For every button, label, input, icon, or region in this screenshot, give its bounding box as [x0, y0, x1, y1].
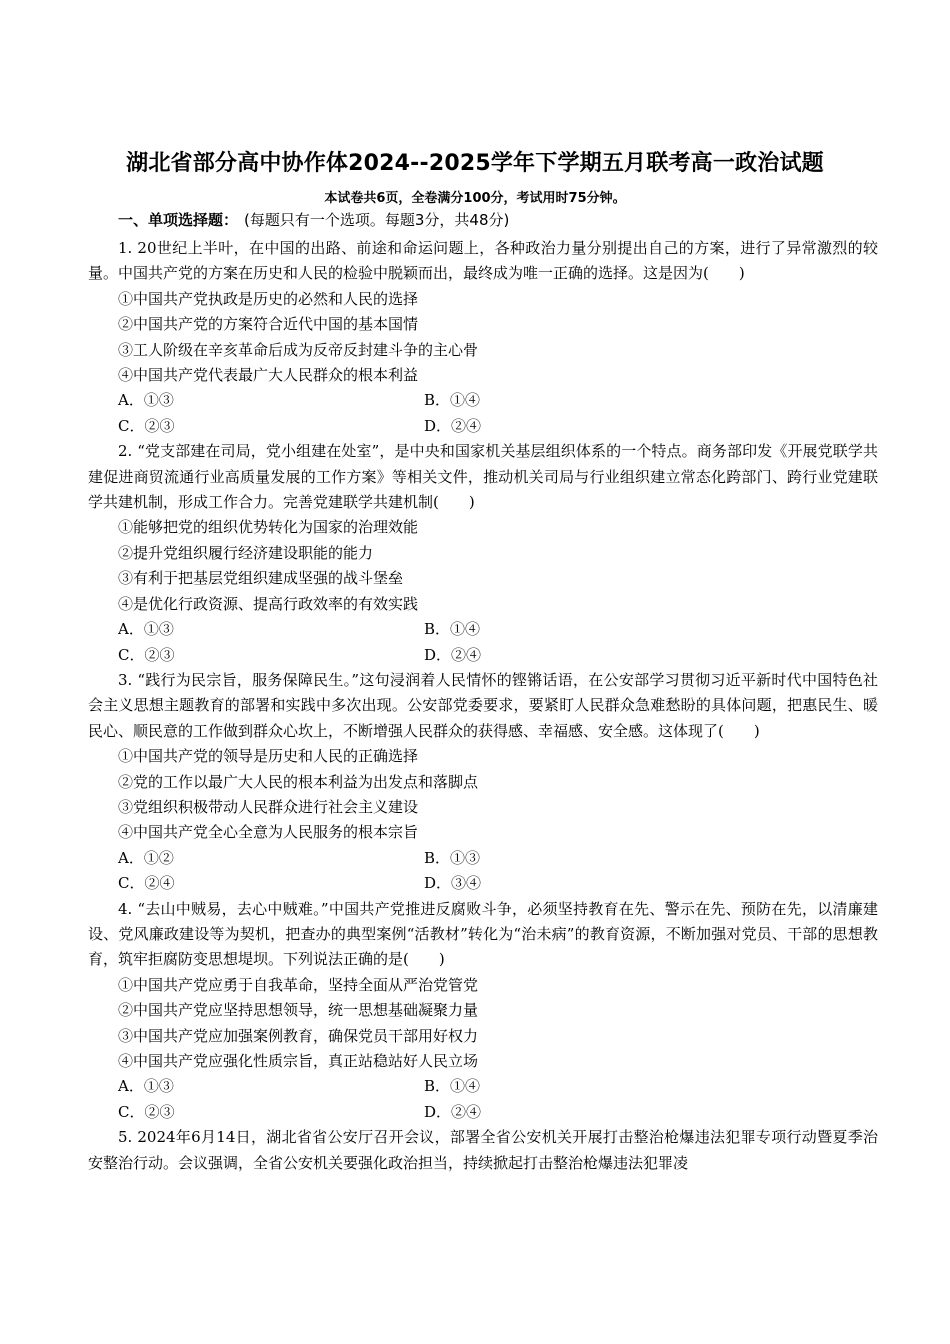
question-5 — [88, 1125, 878, 1176]
choice-row — [88, 388, 878, 413]
statement: ②中国共产党应坚持思想领导，统一思想基础凝聚力量 — [118, 1001, 479, 1020]
statement: ②提升党组织履行经济建设职能的能力 — [118, 543, 374, 562]
section-heading — [118, 209, 509, 230]
question-3 — [88, 668, 878, 897]
choice-row — [88, 1100, 878, 1125]
page-title: 湖北省部分高中协作体2024--2025学年下学期五月联考高一政治试题 — [126, 151, 824, 176]
exam-info: 本试卷共6页，全卷满分100分，考试用时75分钟。 — [324, 191, 626, 206]
choice-c: C．②③ — [118, 645, 175, 664]
statement: ④中国共产党代表最广大人民群众的根本利益 — [118, 366, 419, 385]
question-4 — [88, 897, 878, 1126]
question-stem: 1. 20世纪上半叶，在中国的出路、前途和命运问题上，各种政治力量分别提出自己的方案，进行了异常激烈的较量。中国共产党的方案在历史和人民的检验中脱颖而出，最终成为唯一正确的选择。这是因为( ) — [88, 239, 878, 283]
question-stem: 2. “党支部建在司局，党小组建在处室”，是中央和国家机关基层组织体系的一个特点。商务部印发《开展党联学共建促进商贸流通行业高质量发展的工作方案》等相关文件，推动机关司局与行业组织建立常态化跨部门、跨行业党建联学共建机制，形成工作合力。完善党建联学共建机制( ) — [88, 442, 878, 512]
question-stem: 5. 2024年6月14日，湖北省省公安厅召开会议，部署全省公安机关开展打击整治枪爆违法犯罪专项行动暨夏季治安整治行动。会议强调，全省公安机关要强化政治担当，持续掀起打击整治枪爆违法犯罪凌 — [88, 1128, 878, 1172]
choice-row — [88, 871, 878, 896]
statement: ①能够把党的组织优势转化为国家的治理效能 — [118, 518, 419, 537]
choice-a: A．①③ — [118, 1077, 174, 1096]
question-stem: 3. “践行为民宗旨，服务保障民生。”这句浸润着人民情怀的铿锵话语，在公安部学习贯彻习近平新时代中国特色社会主义思想主题教育的部署和实践中多次出现。公安部党委要求，要紧盯人民群众急难愁盼的具体问题，把惠民生、暖民心、顺民意的工作做到群众心坎上，不断增强人民群众的获得感、幸福感、安全感。这体现了( ) — [88, 670, 878, 740]
choice-b: B．①④ — [424, 391, 481, 410]
choice-row — [88, 617, 878, 642]
statement: ④中国共产党应强化性质宗旨，真正站稳站好人民立场 — [118, 1052, 479, 1070]
choice-c: C．②④ — [118, 874, 175, 893]
choice-c: C．②③ — [118, 416, 175, 435]
choice-c: C．②③ — [118, 1102, 175, 1121]
choice-d: D．②④ — [424, 416, 482, 435]
question-stem: 4. “去山中贼易，去心中贼难。”中国共产党推进反腐败斗争，必须坚持教育在先、警示在先、预防在先，以清廉建设、党风廉政建设等为契机，把查办的典型案例“活教材”转化为“治未病”的教育资源，不断加强对党员、干部的思想教育，筑牢拒腐防变思想堤坝。下列说法正确的是( ) — [88, 899, 878, 969]
choice-b: B．①③ — [424, 848, 481, 867]
statement: ③党组织积极带动人民群众进行社会主义建设 — [118, 797, 419, 816]
section-title: 一、单项选择题： — [118, 211, 239, 229]
question-1 — [88, 236, 878, 439]
statement: ③有利于把基层党组织建成坚强的战斗堡垒 — [118, 569, 404, 588]
choice-row — [88, 846, 878, 871]
statement: ③中国共产党应加强案例教育，确保党员干部用好权力 — [118, 1026, 479, 1045]
choice-a: A．①② — [118, 848, 174, 867]
choice-b: B．①④ — [424, 620, 481, 639]
choice-row — [88, 1074, 878, 1099]
statement: ②中国共产党的方案符合近代中国的基本国情 — [118, 315, 419, 334]
statement: ①中国共产党的领导是历史和人民的正确选择 — [118, 747, 419, 766]
questions-list — [88, 236, 878, 1176]
choice-a: A．①③ — [118, 620, 174, 639]
statement: ①中国共产党执政是历史的必然和人民的选择 — [118, 289, 419, 308]
statement: ④是优化行政资源、提高行政效率的有效实践 — [118, 594, 419, 613]
choice-b: B．①④ — [424, 1077, 481, 1096]
statement: ②党的工作以最广大人民的根本利益为出发点和落脚点 — [118, 772, 479, 791]
statement: ④中国共产党全心全意为人民服务的根本宗旨 — [118, 823, 419, 842]
statement: ③工人阶级在辛亥革命后成为反帝反封建斗争的主心骨 — [118, 340, 479, 359]
choice-row — [88, 643, 878, 668]
choice-d: D．②④ — [424, 645, 482, 664]
choice-row — [88, 414, 878, 439]
statement: ①中国共产党应勇于自我革命，坚持全面从严治党管党 — [118, 975, 479, 994]
choice-a: A．①③ — [118, 391, 174, 410]
choice-d: D．②④ — [424, 1102, 482, 1121]
choice-d: D．③④ — [424, 874, 482, 893]
section-note: (每题只有一个选项。每题3分，共48分) — [244, 211, 510, 229]
question-2 — [88, 439, 878, 668]
